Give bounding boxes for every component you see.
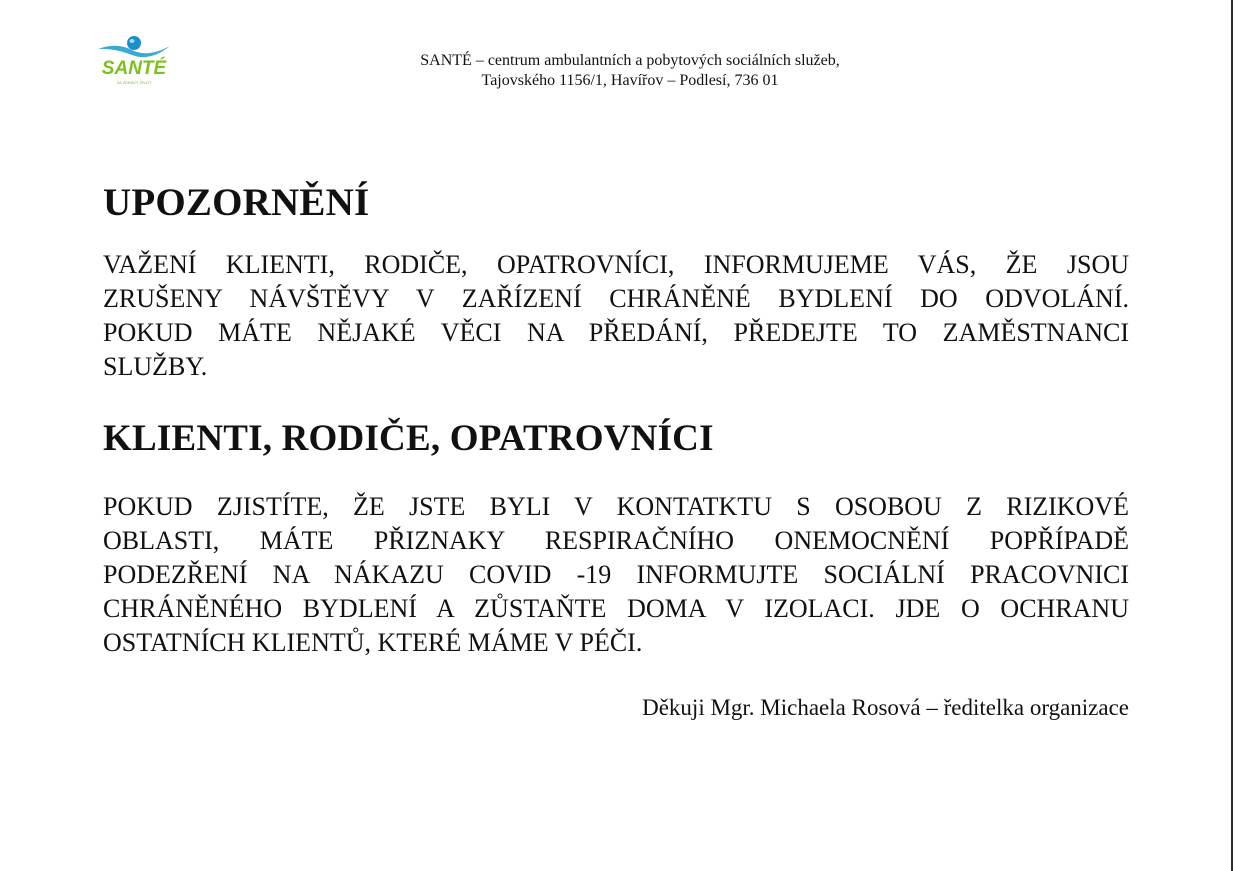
logo-tagline: ZA ZDRAVÝ ŽIVOT (116, 80, 152, 85)
header-address (330, 51, 930, 91)
header-line-2: Tajovského 1156/1, Havířov – Podlesí, 736 01 (481, 72, 779, 89)
notice-line: VAŽENÍ KLIENTI, RODIČE, OPATROVNÍCI, INFORMUJEME VÁS, ŽE JSOU (103, 250, 1129, 279)
notice-heading: UPOZORNĚNÍ (103, 181, 370, 224)
instructions-line: CHRÁNĚNÉHO BYDLENÍ A ZŮSTAŇTE DOMA V IZOLACI. JDE O OCHRANU (103, 594, 1129, 623)
signature-line: Děkuji Mgr. Michaela Rosová – ředitelka organizace (642, 695, 1129, 720)
notice-paragraph (103, 248, 1129, 384)
audience-heading: KLIENTI, RODIČE, OPATROVNÍCI (103, 418, 714, 459)
sante-logo-graphic (96, 34, 172, 86)
page-edge-line (1231, 0, 1233, 871)
header-line-1: SANTÉ – centrum ambulantních a pobytových sociálních služeb, (420, 52, 840, 69)
instructions-paragraph (103, 490, 1129, 660)
sante-logo (96, 34, 172, 86)
logo-drop-highlight (130, 39, 135, 43)
logo-wordmark: SANTÉ (101, 58, 167, 79)
notice-line: SLUŽBY. (103, 352, 208, 381)
notice-line: POKUD MÁTE NĚJAKÉ VĚCI NA PŘEDÁNÍ, PŘEDEJTE TO ZAMĚSTNANCI (103, 318, 1129, 347)
instructions-line: POKUD ZJISTÍTE, ŽE JSTE BYLI V KONTATKTU S OSOBOU Z RIZIKOVÉ (103, 492, 1129, 521)
notice-line: ZRUŠENY NÁVŠTĚVY V ZAŘÍZENÍ CHRÁNĚNÉ BYDLENÍ DO ODVOLÁNÍ. (103, 284, 1129, 313)
instructions-line: PODEZŘENÍ NA NÁKAZU COVID -19 INFORMUJTE SOCIÁLNÍ PRACOVNICI (103, 560, 1129, 589)
logo-drop-icon (127, 36, 141, 50)
instructions-line: OSTATNÍCH KLIENTŮ, KTERÉ MÁME V PÉČI. (103, 628, 643, 657)
instructions-line: OBLASTI, MÁTE PŘIZNAKY RESPIRAČNÍHO ONEMOCNĚNÍ POPŘÍPADĚ (103, 526, 1129, 555)
